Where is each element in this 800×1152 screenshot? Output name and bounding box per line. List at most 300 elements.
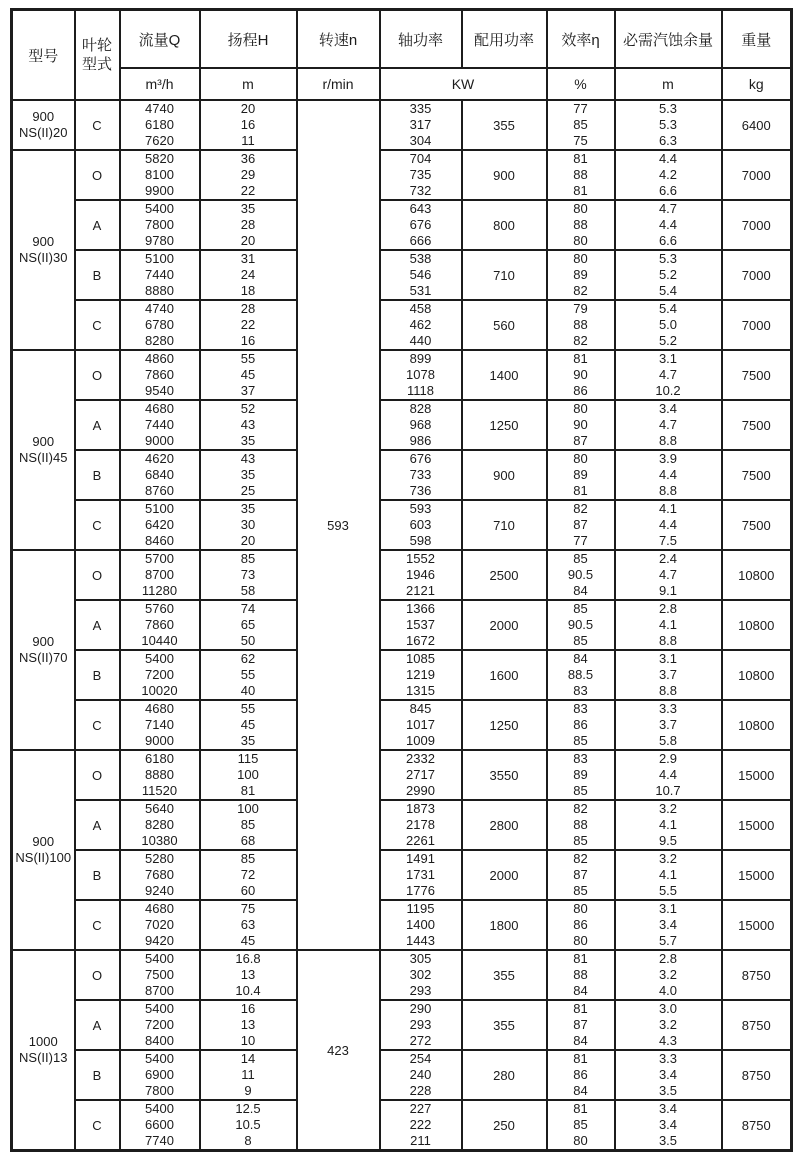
shaft-power-cell xyxy=(380,650,462,700)
unit-speed: r/min xyxy=(297,68,380,100)
weight-cell: 7000 xyxy=(722,150,792,200)
value-line: 68 xyxy=(240,833,256,848)
shaft-power-cell-lines xyxy=(381,701,461,749)
model-line: NS(II)45 xyxy=(19,450,68,465)
value-line: 81 xyxy=(573,351,588,366)
head-cell xyxy=(200,650,297,700)
value-line: 89 xyxy=(573,767,588,782)
value-line: 89 xyxy=(573,467,588,482)
value-line: 317 xyxy=(409,117,432,132)
value-line: 81 xyxy=(573,1051,588,1066)
efficiency-cell-lines xyxy=(548,901,614,949)
flow-cell xyxy=(120,1000,200,1050)
value-line: 85 xyxy=(240,551,256,566)
value-line: 7.5 xyxy=(658,533,678,548)
flow-cell xyxy=(120,400,200,450)
npsh-cell-lines xyxy=(616,451,721,499)
value-line: 75 xyxy=(573,133,588,148)
value-line: 35 xyxy=(240,501,256,516)
flow-cell-lines xyxy=(121,151,199,199)
value-line: 82 xyxy=(573,283,588,298)
head-cell xyxy=(200,1000,297,1050)
value-line: 81 xyxy=(573,951,588,966)
rated-power-cell: 355 xyxy=(462,100,547,150)
value-line: 5400 xyxy=(145,1101,174,1116)
value-line: 4.3 xyxy=(658,1033,678,1048)
value-line: 81 xyxy=(573,1001,588,1016)
shaft-power-cell xyxy=(380,750,462,800)
value-line: 736 xyxy=(409,483,432,498)
value-line: 16.8 xyxy=(235,951,261,966)
header-impeller-line2: 型式 xyxy=(81,56,112,73)
npsh-cell xyxy=(615,800,722,850)
value-line: 85 xyxy=(573,633,588,648)
value-line: 4.4 xyxy=(658,467,678,482)
npsh-cell-lines xyxy=(616,601,721,649)
value-line: 5400 xyxy=(145,651,174,666)
flow-cell xyxy=(120,1050,200,1100)
value-line: 8400 xyxy=(145,1033,174,1048)
rated-power-cell: 3550 xyxy=(462,750,547,800)
value-line: 462 xyxy=(409,317,432,332)
efficiency-cell xyxy=(547,300,615,350)
flow-cell-lines xyxy=(121,201,199,249)
value-line: 63 xyxy=(240,917,256,932)
unit-head: m xyxy=(200,68,297,100)
value-line: 1946 xyxy=(406,567,435,582)
efficiency-cell xyxy=(547,400,615,450)
value-line: 11 xyxy=(241,133,255,148)
table-row xyxy=(12,250,792,300)
table-row xyxy=(12,300,792,350)
value-line: 735 xyxy=(409,167,432,182)
value-line: 4.7 xyxy=(658,417,678,432)
value-line: 86 xyxy=(573,383,588,398)
efficiency-cell-lines xyxy=(548,501,614,549)
head-cell xyxy=(200,800,297,850)
shaft-power-cell xyxy=(380,350,462,400)
head-cell-lines xyxy=(201,101,296,149)
value-line: 293 xyxy=(409,1017,432,1032)
flow-cell-lines xyxy=(121,301,199,349)
head-cell xyxy=(200,850,297,900)
value-line: 7200 xyxy=(145,1017,174,1032)
value-line: 5280 xyxy=(145,851,174,866)
weight-cell: 10800 xyxy=(722,700,792,750)
value-line: 88 xyxy=(573,317,588,332)
head-cell xyxy=(200,700,297,750)
header-impeller-type xyxy=(75,10,120,101)
value-line: 8460 xyxy=(145,533,174,548)
value-line: 4.4 xyxy=(658,151,678,166)
value-line: 18 xyxy=(240,283,256,298)
table-row xyxy=(12,900,792,950)
value-line: 733 xyxy=(409,467,432,482)
value-line: 5.4 xyxy=(658,301,678,316)
value-line: 86 xyxy=(573,917,588,932)
impeller-cell: A xyxy=(75,1000,120,1050)
table-row xyxy=(12,700,792,750)
weight-cell: 10800 xyxy=(722,550,792,600)
rated-power-cell: 355 xyxy=(462,950,547,1000)
impeller-cell: C xyxy=(75,1100,120,1151)
shaft-power-cell xyxy=(380,800,462,850)
shaft-power-cell xyxy=(380,900,462,950)
table-row xyxy=(12,1100,792,1151)
value-line: 3.2 xyxy=(658,1017,678,1032)
value-line: 4.7 xyxy=(658,367,678,382)
value-line: 440 xyxy=(409,333,432,348)
value-line: 2.9 xyxy=(658,751,678,766)
value-line: 828 xyxy=(409,401,432,416)
value-line: 5.3 xyxy=(658,101,678,116)
value-line: 100 xyxy=(237,801,259,816)
value-line: 4.1 xyxy=(658,617,678,632)
value-line: 80 xyxy=(573,201,588,216)
value-line: 2990 xyxy=(406,783,435,798)
efficiency-cell xyxy=(547,1050,615,1100)
impeller-cell: O xyxy=(75,750,120,800)
value-line: 1366 xyxy=(406,601,435,616)
rated-power-cell: 800 xyxy=(462,200,547,250)
value-line: 84 xyxy=(573,583,588,598)
head-cell-lines xyxy=(201,601,296,649)
efficiency-cell xyxy=(547,950,615,1000)
value-line: 36 xyxy=(240,151,256,166)
shaft-power-cell xyxy=(380,150,462,200)
flow-cell xyxy=(120,300,200,350)
value-line: 60 xyxy=(240,883,256,898)
unit-weight: kg xyxy=(722,68,792,100)
impeller-cell: A xyxy=(75,600,120,650)
value-line: 4.2 xyxy=(658,167,678,182)
head-cell-lines xyxy=(201,151,296,199)
value-line: 7680 xyxy=(145,867,174,882)
npsh-cell xyxy=(615,1000,722,1050)
value-line: 7440 xyxy=(145,417,174,432)
flow-cell xyxy=(120,650,200,700)
flow-cell-lines xyxy=(121,701,199,749)
value-line: 1672 xyxy=(406,633,435,648)
head-cell-lines xyxy=(201,301,296,349)
head-cell xyxy=(200,750,297,800)
npsh-cell xyxy=(615,900,722,950)
unit-npsh: m xyxy=(615,68,722,100)
efficiency-cell xyxy=(547,750,615,800)
flow-cell-lines xyxy=(121,401,199,449)
value-line: 115 xyxy=(237,751,259,766)
value-line: 1085 xyxy=(406,651,435,666)
flow-cell-lines xyxy=(121,351,199,399)
value-line: 2178 xyxy=(406,817,435,832)
value-line: 86 xyxy=(573,717,588,732)
value-line: 28 xyxy=(240,301,256,316)
head-cell-lines xyxy=(201,401,296,449)
header-speed: 转速n xyxy=(297,10,380,69)
value-line: 4680 xyxy=(145,701,174,716)
value-line: 5.5 xyxy=(658,883,678,898)
value-line: 80 xyxy=(573,451,588,466)
value-line: 55 xyxy=(240,701,256,716)
shaft-power-cell-lines xyxy=(381,851,461,899)
value-line: 4740 xyxy=(145,101,174,116)
rated-power-cell: 355 xyxy=(462,1000,547,1050)
table-row xyxy=(12,400,792,450)
value-line: 16 xyxy=(240,1001,256,1016)
value-line: 37 xyxy=(240,383,256,398)
value-line: 6180 xyxy=(145,751,174,766)
value-line: 1873 xyxy=(406,801,435,816)
value-line: 4680 xyxy=(145,901,174,916)
shaft-power-cell-lines xyxy=(381,301,461,349)
flow-cell-lines xyxy=(121,101,199,149)
value-line: 9780 xyxy=(145,233,174,248)
shaft-power-cell-lines xyxy=(381,901,461,949)
npsh-cell xyxy=(615,500,722,550)
table-row xyxy=(12,850,792,900)
value-line: 85 xyxy=(240,817,256,832)
value-line: 7500 xyxy=(145,967,174,982)
shaft-power-cell-lines xyxy=(381,1051,461,1099)
table-row xyxy=(12,750,792,800)
value-line: 85 xyxy=(573,783,588,798)
flow-cell-lines xyxy=(121,751,199,799)
value-line: 676 xyxy=(409,217,432,232)
npsh-cell-lines xyxy=(616,651,721,699)
rated-power-cell: 900 xyxy=(462,150,547,200)
value-line: 85 xyxy=(573,601,588,616)
weight-cell: 8750 xyxy=(722,1100,792,1151)
value-line: 45 xyxy=(240,717,256,732)
value-line: 11280 xyxy=(141,583,178,598)
rated-power-cell: 1250 xyxy=(462,700,547,750)
unit-flow: m³/h xyxy=(120,68,200,100)
value-line: 4.1 xyxy=(658,867,678,882)
table-row xyxy=(12,350,792,400)
value-line: 9 xyxy=(244,1083,252,1098)
model-cell xyxy=(12,150,75,350)
flow-cell-lines xyxy=(121,1101,199,1149)
value-line: 24 xyxy=(240,267,256,282)
value-line: 77 xyxy=(573,101,588,116)
value-line: 83 xyxy=(573,751,588,766)
value-line: 22 xyxy=(240,183,256,198)
value-line: 1078 xyxy=(406,367,435,382)
npsh-cell-lines xyxy=(616,151,721,199)
value-line: 4.7 xyxy=(658,567,678,582)
efficiency-cell xyxy=(547,150,615,200)
speed-cell: 423 xyxy=(297,950,380,1151)
header-rated-power: 配用功率 xyxy=(462,10,547,69)
npsh-cell-lines xyxy=(616,801,721,849)
npsh-cell-lines xyxy=(616,1101,721,1149)
value-line: 80 xyxy=(573,251,588,266)
efficiency-cell xyxy=(547,1000,615,1050)
value-line: 3.5 xyxy=(658,1133,678,1148)
efficiency-cell-lines xyxy=(548,551,614,599)
value-line: 85 xyxy=(573,833,588,848)
value-line: 74 xyxy=(240,601,256,616)
efficiency-cell xyxy=(547,700,615,750)
value-line: 3.4 xyxy=(658,917,678,932)
head-cell-lines xyxy=(201,1001,296,1049)
value-line: 55 xyxy=(240,667,256,682)
pump-performance-table xyxy=(10,8,793,1152)
value-line: 676 xyxy=(409,451,432,466)
head-cell xyxy=(200,600,297,650)
value-line: 10.5 xyxy=(235,1117,261,1132)
value-line: 5.3 xyxy=(658,251,678,266)
value-line: 8700 xyxy=(145,983,174,998)
value-line: 85 xyxy=(573,117,588,132)
shaft-power-cell xyxy=(380,700,462,750)
value-line: 5.2 xyxy=(658,267,678,282)
value-line: 8 xyxy=(244,1133,252,1148)
value-line: 2.4 xyxy=(658,551,678,566)
value-line: 20 xyxy=(240,233,256,248)
npsh-cell-lines xyxy=(616,901,721,949)
shaft-power-cell xyxy=(380,1050,462,1100)
unit-efficiency: % xyxy=(547,68,615,100)
value-line: 3.3 xyxy=(658,701,678,716)
head-cell xyxy=(200,100,297,150)
efficiency-cell-lines xyxy=(548,451,614,499)
shaft-power-cell-lines xyxy=(381,151,461,199)
value-line: 8700 xyxy=(145,567,174,582)
weight-cell: 7000 xyxy=(722,200,792,250)
head-cell-lines xyxy=(201,551,296,599)
impeller-cell: C xyxy=(75,100,120,150)
npsh-cell xyxy=(615,700,722,750)
value-line: 2332 xyxy=(406,751,435,766)
value-line: 5640 xyxy=(145,801,174,816)
value-line: 87 xyxy=(573,517,588,532)
value-line: 4.1 xyxy=(658,817,678,832)
header-model: 型号 xyxy=(12,10,75,101)
shaft-power-cell xyxy=(380,950,462,1000)
value-line: 85 xyxy=(573,1117,588,1132)
efficiency-cell xyxy=(547,250,615,300)
table-row xyxy=(12,1000,792,1050)
value-line: 3.1 xyxy=(658,901,678,916)
efficiency-cell-lines xyxy=(548,801,614,849)
flow-cell xyxy=(120,150,200,200)
efficiency-cell-lines xyxy=(548,851,614,899)
value-line: 4860 xyxy=(145,351,174,366)
value-line: 4.1 xyxy=(658,501,678,516)
shaft-power-cell-lines xyxy=(381,801,461,849)
value-line: 10.2 xyxy=(655,383,681,398)
efficiency-cell-lines xyxy=(548,151,614,199)
value-line: 4.4 xyxy=(658,217,678,232)
header-impeller-line1: 叶轮 xyxy=(81,37,112,54)
value-line: 88 xyxy=(573,817,588,832)
npsh-cell-lines xyxy=(616,851,721,899)
shaft-power-cell-lines xyxy=(381,551,461,599)
flow-cell-lines xyxy=(121,901,199,949)
efficiency-cell xyxy=(547,200,615,250)
value-line: 8880 xyxy=(145,767,174,782)
value-line: 7620 xyxy=(145,133,174,148)
value-line: 85 xyxy=(573,883,588,898)
value-line: 5.3 xyxy=(658,117,678,132)
value-line: 10 xyxy=(240,1033,256,1048)
npsh-cell-lines xyxy=(616,251,721,299)
head-cell-lines xyxy=(201,501,296,549)
shaft-power-cell-lines xyxy=(381,1001,461,1049)
value-line: 4.4 xyxy=(658,767,678,782)
impeller-cell: C xyxy=(75,900,120,950)
value-line: 28 xyxy=(240,217,256,232)
value-line: 9900 xyxy=(145,183,174,198)
value-line: 90 xyxy=(573,367,588,382)
value-line: 7740 xyxy=(145,1133,174,1148)
value-line: 82 xyxy=(573,851,588,866)
value-line: 35 xyxy=(240,433,256,448)
rated-power-cell: 1800 xyxy=(462,900,547,950)
value-line: 87 xyxy=(573,1017,588,1032)
shaft-power-cell xyxy=(380,1100,462,1151)
weight-cell: 7000 xyxy=(722,300,792,350)
weight-cell: 10800 xyxy=(722,600,792,650)
value-line: 7020 xyxy=(145,917,174,932)
rated-power-cell: 2000 xyxy=(462,850,547,900)
shaft-power-cell xyxy=(380,550,462,600)
value-line: 55 xyxy=(240,351,256,366)
flow-cell xyxy=(120,200,200,250)
efficiency-cell xyxy=(547,100,615,150)
table-row xyxy=(12,500,792,550)
value-line: 7440 xyxy=(145,267,174,282)
table-row xyxy=(12,450,792,500)
value-line: 14 xyxy=(240,1051,256,1066)
flow-cell-lines xyxy=(121,801,199,849)
value-line: 16 xyxy=(240,333,256,348)
value-line: 1491 xyxy=(406,851,435,866)
value-line: 82 xyxy=(573,801,588,816)
value-line: 75 xyxy=(240,901,256,916)
value-line: 10.4 xyxy=(235,983,261,998)
efficiency-cell-lines xyxy=(548,401,614,449)
flow-cell xyxy=(120,500,200,550)
impeller-cell: C xyxy=(75,700,120,750)
head-cell-lines xyxy=(201,951,296,999)
npsh-cell-lines xyxy=(616,351,721,399)
value-line: 1009 xyxy=(406,733,435,748)
value-line: 81 xyxy=(573,483,588,498)
shaft-power-cell-lines xyxy=(381,201,461,249)
value-line: 77 xyxy=(573,533,588,548)
value-line: 84 xyxy=(573,651,588,666)
value-line: 598 xyxy=(409,533,432,548)
value-line: 5700 xyxy=(145,551,174,566)
shaft-power-cell-lines xyxy=(381,1101,461,1149)
impeller-cell: O xyxy=(75,550,120,600)
value-line: 52 xyxy=(240,401,256,416)
npsh-cell xyxy=(615,1100,722,1151)
header-shaft-power: 轴功率 xyxy=(380,10,462,69)
flow-cell-lines xyxy=(121,451,199,499)
shaft-power-cell-lines xyxy=(381,251,461,299)
shaft-power-cell xyxy=(380,250,462,300)
npsh-cell xyxy=(615,550,722,600)
npsh-cell-lines xyxy=(616,101,721,149)
shaft-power-cell xyxy=(380,600,462,650)
impeller-cell: O xyxy=(75,950,120,1000)
efficiency-cell-lines xyxy=(548,1051,614,1099)
npsh-cell-lines xyxy=(616,701,721,749)
value-line: 30 xyxy=(240,517,256,532)
